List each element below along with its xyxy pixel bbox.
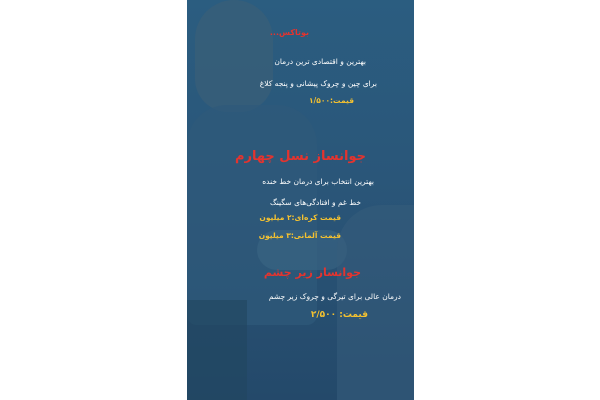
gen4-price-german: قیمت آلمانی:۳ میلیون [258,231,341,240]
background-door [187,300,247,400]
doctor-photo-head [195,0,273,112]
under-eye-description: درمان عالی برای تیرگی و چروک زیر چشم [268,292,401,301]
under-eye-title: جوانساز زیر چشم [263,266,361,279]
botox-title: بوتاکس... [269,28,309,37]
botox-price: قیمت:۱/۵۰۰ [308,96,354,105]
patient-photo [337,205,414,400]
under-eye-price: قیمت: ۲/۵۰۰ [310,310,368,320]
botox-description-line2: برای چین و چروک پیشانی و پنجه کلاغ [259,79,377,88]
gen4-description-line1: بهترین انتخاب برای درمان خط خنده [262,177,374,186]
promo-poster [187,0,414,400]
botox-description-line1: بهترین و اقتصادی ترین درمان [274,57,366,66]
gen4-rejuvenator-title: جوانساز نسل چهارم [234,149,366,164]
gen4-description-line2: خط غم و افتادگی‌های سگینگ [270,198,361,207]
gen4-price-korean: قیمت کره‌ای:۲ میلیون [259,213,341,222]
